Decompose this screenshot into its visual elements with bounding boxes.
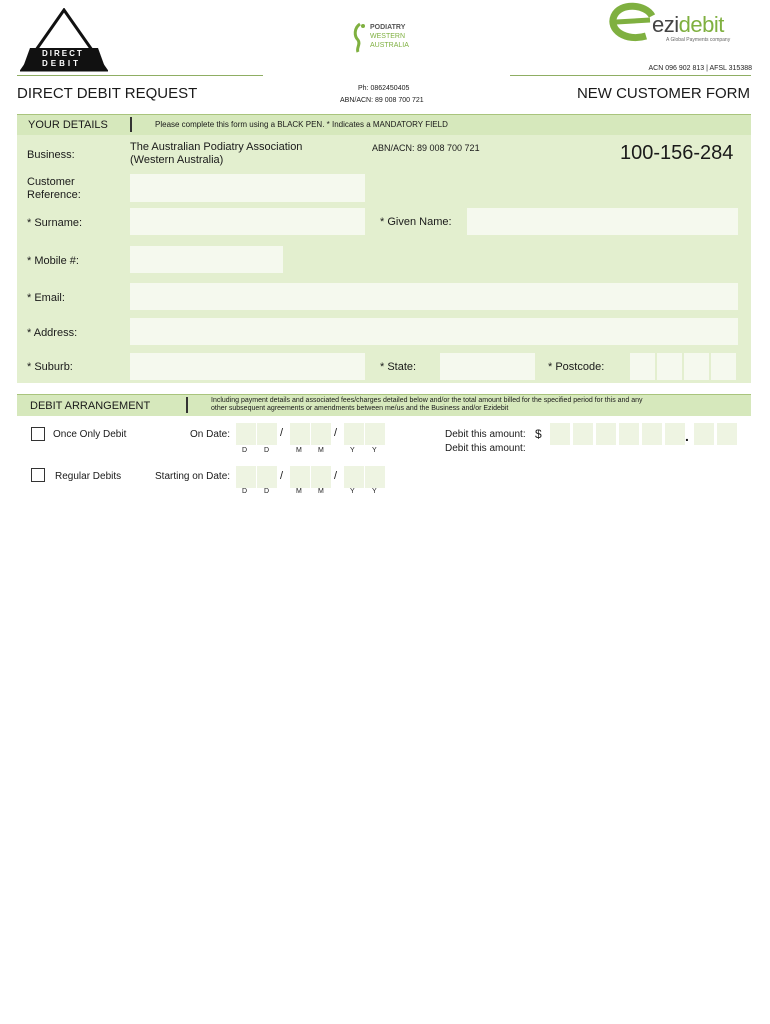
amount-digit[interactable] [619, 423, 639, 445]
postcode-digit[interactable] [630, 353, 655, 380]
postcode-digit[interactable] [657, 353, 682, 380]
address-label: * Address: [27, 327, 78, 339]
ezidebit-prefix: ezi [652, 12, 679, 37]
date-hint-d: D [242, 447, 248, 454]
on-date-label: On Date: [190, 429, 231, 440]
once-only-label: Once Only Debit [53, 429, 127, 440]
surname-label: * Surname: [27, 217, 83, 229]
business-label: Business: [27, 149, 75, 161]
state-label: * State: [380, 361, 417, 373]
suburb-label: * Suburb: [27, 361, 73, 373]
surname-field[interactable] [130, 208, 365, 235]
debit-arrangement-separator [186, 397, 188, 413]
customer-ref-label-2: Reference: [27, 189, 81, 201]
amount-cents-digit[interactable] [717, 423, 737, 445]
date-digit[interactable] [290, 466, 310, 488]
once-only-checkbox[interactable] [31, 427, 45, 441]
dd-logo-line1: DIRECT [42, 49, 84, 58]
date-digit[interactable] [344, 466, 364, 488]
header-abn: ABN/ACN: 89 008 700 721 [340, 97, 424, 104]
date-slash: / [334, 470, 338, 482]
date-hint-d: D [242, 488, 248, 495]
email-label: * Email: [27, 292, 65, 304]
direct-debit-logo [20, 8, 108, 72]
foot-icon [352, 22, 368, 54]
mobile-label: * Mobile #: [27, 255, 79, 267]
podiatry-line2: WESTERN [370, 33, 405, 40]
date-hint-m: M [318, 488, 324, 495]
business-name-line1: The Australian Podiatry Association [130, 141, 303, 153]
your-details-instruction: Please complete this form using a BLACK PEN. * Indicates a MANDATORY FIELD [155, 120, 448, 129]
phone-number: Ph: 0862450405 [358, 85, 410, 92]
podiatry-logo [352, 22, 432, 56]
debit-note-line1: Including payment details and associated fees/charges detailed below and/or the total amount billed for the specified period for this and any [211, 397, 643, 404]
date-digit[interactable] [290, 423, 310, 445]
ezidebit-tagline: A Global Payments company [666, 37, 731, 43]
amount-digit[interactable] [550, 423, 570, 445]
date-hint-y: Y [350, 447, 355, 454]
date-slash: / [334, 427, 338, 439]
ezidebit-wordmark [652, 12, 724, 38]
amount-digit[interactable] [573, 423, 593, 445]
date-hint-m: M [296, 488, 302, 495]
postcode-label: * Postcode: [548, 361, 605, 373]
date-slash: / [280, 427, 284, 439]
regular-debits-label: Regular Debits [55, 471, 122, 482]
your-details-heading: YOUR DETAILS [28, 119, 108, 131]
date-digit[interactable] [311, 423, 331, 445]
decimal-point: . [685, 428, 689, 444]
date-hint-m: M [296, 447, 302, 454]
amount-digit[interactable] [642, 423, 662, 445]
mobile-field[interactable] [130, 246, 283, 273]
amount-digit[interactable] [665, 423, 685, 445]
postcode-digit[interactable] [711, 353, 736, 380]
email-field[interactable] [130, 283, 738, 310]
business-name-line2: (Western Australia) [130, 154, 224, 166]
ezidebit-suffix: debit [678, 12, 724, 37]
debit-note-line2: other subsequent agreements or amendments between me/us and the Business and/or Ezidebit [211, 405, 509, 412]
date-slash: / [280, 470, 284, 482]
date-digit[interactable] [344, 423, 364, 445]
date-digit[interactable] [236, 466, 256, 488]
customer-ref-label-1: Customer [27, 176, 75, 188]
date-hint-y: Y [372, 488, 377, 495]
date-digit[interactable] [236, 423, 256, 445]
state-field[interactable] [440, 353, 535, 380]
date-digit[interactable] [365, 466, 385, 488]
podiatry-line1: PODIATRY [370, 24, 406, 31]
date-digit[interactable] [311, 466, 331, 488]
business-id: 100-156-284 [620, 142, 734, 164]
dollar-sign: $ [535, 427, 542, 441]
debit-arrangement-heading: DEBIT ARRANGEMENT [30, 400, 151, 412]
acn-afsl: ACN 096 902 813 | AFSL 315388 [648, 65, 752, 72]
given-name-label: * Given Name: [380, 216, 452, 228]
your-details-separator [130, 117, 132, 132]
date-hint-d: D [264, 488, 270, 495]
date-hint-y: Y [350, 488, 355, 495]
date-digit[interactable] [365, 423, 385, 445]
form-type-title: NEW CUSTOMER FORM [576, 85, 750, 102]
dd-logo-line2: DEBIT [42, 59, 81, 68]
date-hint-d: D [264, 447, 270, 454]
amount-cents-digit[interactable] [694, 423, 714, 445]
page-title: DIRECT DEBIT REQUEST [17, 85, 198, 102]
given-name-field[interactable] [467, 208, 738, 235]
postcode-digit[interactable] [684, 353, 709, 380]
header-divider-left [17, 75, 263, 76]
date-digit[interactable] [257, 466, 277, 488]
business-abn: ABN/ACN: 89 008 700 721 [372, 143, 480, 153]
regular-debits-checkbox[interactable] [31, 468, 45, 482]
ezidebit-e-icon [606, 2, 656, 44]
your-details-panel [17, 135, 751, 383]
date-digit[interactable] [257, 423, 277, 445]
date-hint-m: M [318, 447, 324, 454]
date-hint-y: Y [372, 447, 377, 454]
suburb-field[interactable] [130, 353, 365, 380]
debit-amount-label: Debit this amount: [445, 429, 526, 440]
podiatry-line3: AUSTRALIA [370, 42, 409, 49]
customer-reference-field[interactable] [130, 174, 365, 202]
address-field[interactable] [130, 318, 738, 345]
starting-on-label: Starting on Date: [155, 471, 231, 482]
regular-debit-amount-label: Debit this amount: [445, 443, 526, 454]
amount-digit[interactable] [596, 423, 616, 445]
header-divider-right [510, 75, 751, 76]
ezidebit-logo [606, 2, 754, 48]
